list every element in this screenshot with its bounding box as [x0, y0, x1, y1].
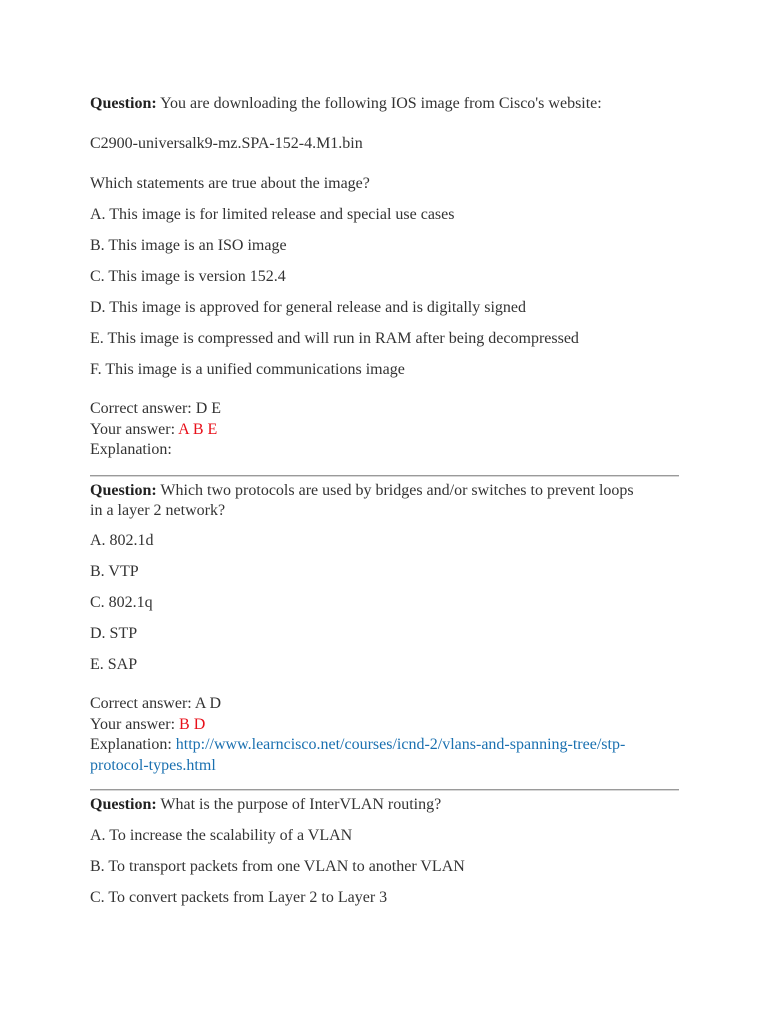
correct-answer-value: D E	[195, 400, 222, 417]
question-2	[90, 481, 680, 521]
question-3-heading	[90, 795, 680, 815]
answer-summary-1	[90, 399, 221, 461]
explanation-line	[90, 735, 625, 776]
question-text: You are downloading the following IOS image from Cisco's website:	[160, 95, 602, 112]
question-label: Question:	[90, 796, 157, 813]
question-3	[90, 795, 680, 815]
answer-option: F. This image is a unified communications image	[90, 361, 405, 378]
your-answer-value: A B E	[178, 420, 218, 438]
answer-option: B. VTP	[90, 563, 139, 580]
answer-option: B. To transport packets from one VLAN to another VLAN	[90, 858, 465, 875]
answer-option: C. To convert packets from Layer 2 to Layer 3	[90, 889, 388, 906]
answer-option: E. SAP	[90, 656, 138, 673]
answer-option: E. This image is compressed and will run in RAM after being decompressed	[90, 330, 579, 347]
answer-option: C. This image is version 152.4	[90, 268, 286, 285]
your-answer-line	[90, 715, 625, 736]
question-label: Question:	[90, 95, 157, 112]
explanation-label: Explanation:	[90, 441, 172, 458]
image-filename: C2900-universalk9-mz.SPA-152-4.M1.bin	[90, 135, 363, 152]
answer-option: A. This image is for limited release and special use cases	[90, 206, 455, 223]
correct-answer-line	[90, 399, 221, 420]
question-1	[90, 94, 680, 114]
answer-option: D. This image is approved for general release and is digitally signed	[90, 299, 527, 316]
answer-option: A. To increase the scalability of a VLAN	[90, 827, 353, 844]
your-answer-label: Your answer:	[90, 420, 176, 438]
correct-answer-label: Correct answer:	[90, 400, 192, 417]
question-1-heading	[90, 94, 680, 114]
question-2-heading	[90, 481, 680, 521]
answer-option: B. This image is an ISO image	[90, 237, 287, 254]
answer-option: A. 802.1d	[90, 532, 154, 549]
explanation-link-continued[interactable]: protocol-types.html	[90, 756, 216, 774]
question-text-continued: in a layer 2 network?	[90, 502, 226, 519]
your-answer-label: Your answer:	[90, 715, 176, 733]
explanation-label: Explanation:	[90, 736, 172, 753]
question-text: What is the purpose of InterVLAN routing?	[160, 796, 442, 813]
question-text: Which two protocols are used by bridges and/or switches to prevent loops	[160, 482, 634, 499]
correct-answer-label: Correct answer:	[90, 695, 192, 712]
explanation-line	[90, 440, 221, 461]
question-divider	[90, 475, 679, 477]
explanation-link[interactable]: http://www.learncisco.net/courses/icnd-2/vlans-and-spanning-tree/stp-	[175, 736, 626, 753]
question-divider	[90, 789, 679, 791]
correct-answer-value: A D	[194, 695, 222, 712]
your-answer-line	[90, 420, 221, 441]
answer-option: D. STP	[90, 625, 138, 642]
your-answer-value: B D	[179, 715, 206, 733]
question-label: Question:	[90, 482, 157, 499]
question-prompt: Which statements are true about the image?	[90, 175, 370, 192]
correct-answer-line	[90, 694, 625, 715]
answer-summary-2	[90, 694, 625, 776]
answer-option: C. 802.1q	[90, 594, 153, 611]
